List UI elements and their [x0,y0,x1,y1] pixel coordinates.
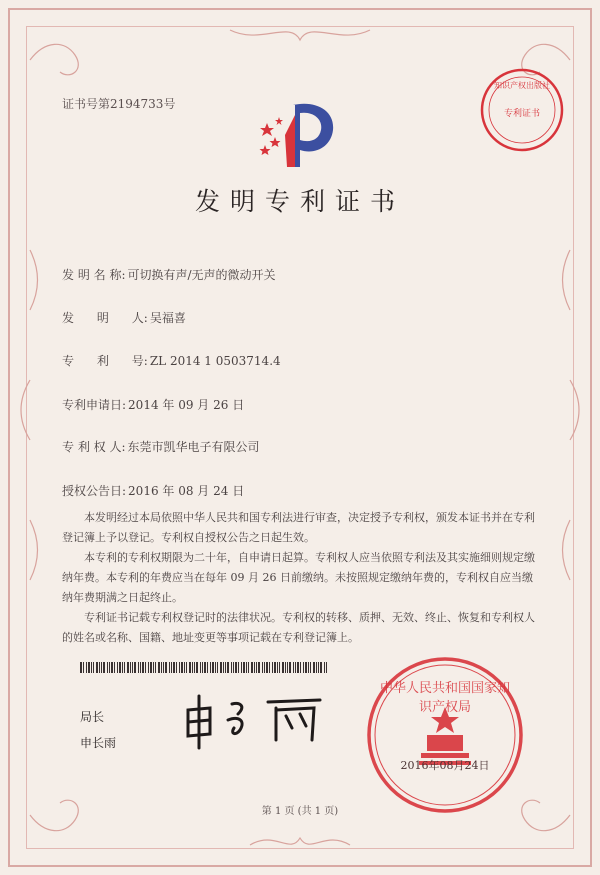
barcode-bar [310,662,311,673]
grant-date-row [62,482,244,499]
paragraph-grant: 本发明经过本局依照中华人民共和国专利法进行审查，决定授予专利权，颁发本证书并在专利登记簿上予以登记。专利权自授权公告之日起生效。 [62,511,535,544]
director-name: 申长雨 [80,736,117,750]
barcode-bar [215,662,216,673]
barcode-bar [212,662,214,673]
barcode-bar [91,662,92,673]
barcode-bar [117,662,118,673]
barcode-bar [165,662,167,673]
barcode-bar [176,662,177,673]
barcode-bar [272,662,273,673]
barcode-bar [122,662,123,673]
barcode-bar [132,662,133,673]
barcode-bar [142,662,144,673]
paragraph-legal-status: 专利证书记载专利权登记时的法律状况。专利权的转移、质押、无效、终止、恢复和专利权人的姓名或名称、国籍、地址变更等事项记载在专利登记簿上。 [62,611,535,644]
barcode-bar [107,662,108,673]
barcode-bar [217,662,218,673]
barcode-bar [130,662,131,673]
barcode-bar [119,662,121,673]
barcode-bar [194,662,195,673]
grant-date-value: 2016 年 08 月 24 日 [128,484,245,498]
barcode-bar [86,662,87,673]
small-seal-text: 知识产权出版社 [494,81,550,90]
barcode-bar [173,662,175,673]
barcode-bar [171,662,172,673]
barcode-bar [295,662,296,673]
barcode-bar [256,662,257,673]
barcode-bar [99,662,100,673]
seal-text: 中华人民共和国国家知识产权局 [379,681,510,715]
barcode-bar [138,662,139,673]
barcode-bar [103,662,105,673]
barcode-bar [235,662,237,673]
barcode-bar [262,662,263,673]
barcode-bar [111,662,113,673]
barcode-bar [109,662,110,673]
invention-name-row [62,266,276,283]
page-title: 发明专利证书 [194,187,405,216]
barcode-bar [88,662,90,673]
barcode-bar [277,662,278,673]
barcode-bar [285,662,286,673]
barcode-bar [186,662,187,673]
barcode-bar [289,662,291,673]
barcode-bar [196,662,198,673]
barcode-bar [254,662,255,673]
barcode-bar [248,662,249,673]
barcode-bar [316,662,317,673]
barcode-bar [204,662,206,673]
barcode-bar [300,662,301,673]
barcode-bar [127,662,129,673]
barcode-bar [264,662,265,673]
barcode-bar [96,662,98,673]
barcode-bar [189,662,191,673]
barcode-bar [227,662,229,673]
cnipa-logo-icon [255,95,345,170]
barcode-bar [163,662,164,673]
barcode-bar [293,662,294,673]
barcode-bar [101,662,102,673]
paragraph-term: 本专利的专利权期限为二十年，自申请日起算。专利权人应当依照专利法及其实施细则规定缴纳年费。本专利的年费应当在每年 09 月 26 日前缴纳。未按照规定缴纳年费的，专利权自应当缴纳年费期满之日起终止。 [62,551,535,604]
official-seal [365,655,525,815]
director-title: 局长 [80,710,105,724]
barcode-bar [207,662,208,673]
barcode-bar [238,662,239,673]
barcode-bar [324,662,325,673]
barcode-bar [93,662,94,673]
barcode-bar [308,662,309,673]
small-seal [478,66,566,154]
barcode-bar [269,662,270,673]
barcode-bar [320,662,322,673]
barcode-bar [282,662,284,673]
barcode-bar [140,662,141,673]
barcode-bar [179,662,180,673]
barcode-bar [210,662,211,673]
barcode-bar [243,662,245,673]
filing-date-value: 2014 年 09 月 26 日 [128,398,245,412]
invention-name-label: 发 明 名 称: [62,268,126,282]
barcode-bar [225,662,226,673]
barcode-bar [181,662,183,673]
barcode [80,662,330,673]
barcode-bar [274,662,276,673]
certificate-number: 证书号第2194733号 [62,97,176,111]
patentee-value: 东莞市凯华电子有限公司 [127,440,260,454]
barcode-bar [220,662,222,673]
filing-date-label: 专利申请日: [62,398,127,412]
barcode-bar [303,662,304,673]
barcode-bar [258,662,260,673]
barcode-bar [251,662,253,673]
patent-number-value: ZL 2014 1 0503714.4 [149,354,281,368]
barcode-bar [223,662,224,673]
barcode-bar [266,662,268,673]
barcode-bar [134,662,136,673]
barcode-bar [155,662,156,673]
barcode-bar [161,662,162,673]
barcode-bar [313,662,315,673]
barcode-bar [305,662,307,673]
patent-number-row [62,352,281,369]
inventor-value: 吴福喜 [149,311,186,325]
patent-number-label: 专 利 号: [62,354,148,368]
barcode-bar [241,662,242,673]
barcode-bar [202,662,203,673]
inventor-label: 发 明 人: [62,311,148,325]
barcode-bar [124,662,125,673]
page-number: 第 1 页 (共 1 页) [261,806,339,817]
barcode-bar [148,662,149,673]
barcode-bar [318,662,319,673]
barcode-bar [169,662,170,673]
barcode-bar [80,662,82,673]
barcode-bar [184,662,185,673]
barcode-bar [279,662,280,673]
barcode-bar [246,662,247,673]
barcode-bar [145,662,146,673]
barcode-bar [192,662,193,673]
inventor-row [62,309,186,326]
barcode-bar [200,662,201,673]
barcode-bar [297,662,299,673]
barcode-bar [153,662,154,673]
small-seal-inner-text: 专利证书 [503,109,540,119]
barcode-bar [231,662,232,673]
signature [180,690,330,750]
barcode-bar [233,662,234,673]
barcode-bar [83,662,84,673]
invention-name-value: 可切换有声/无声的微动开关 [127,268,276,282]
barcode-bar [287,662,288,673]
patentee-label: 专 利 权 人: [62,440,126,454]
barcode-bar [158,662,160,673]
barcode-bar [326,662,327,673]
barcode-bar [114,662,115,673]
barcode-bar [150,662,152,673]
filing-date-row [62,396,244,413]
patentee-row [62,438,260,455]
grant-date-label: 授权公告日: [62,484,127,498]
seal-date: 2016年08月24日 [400,759,490,772]
